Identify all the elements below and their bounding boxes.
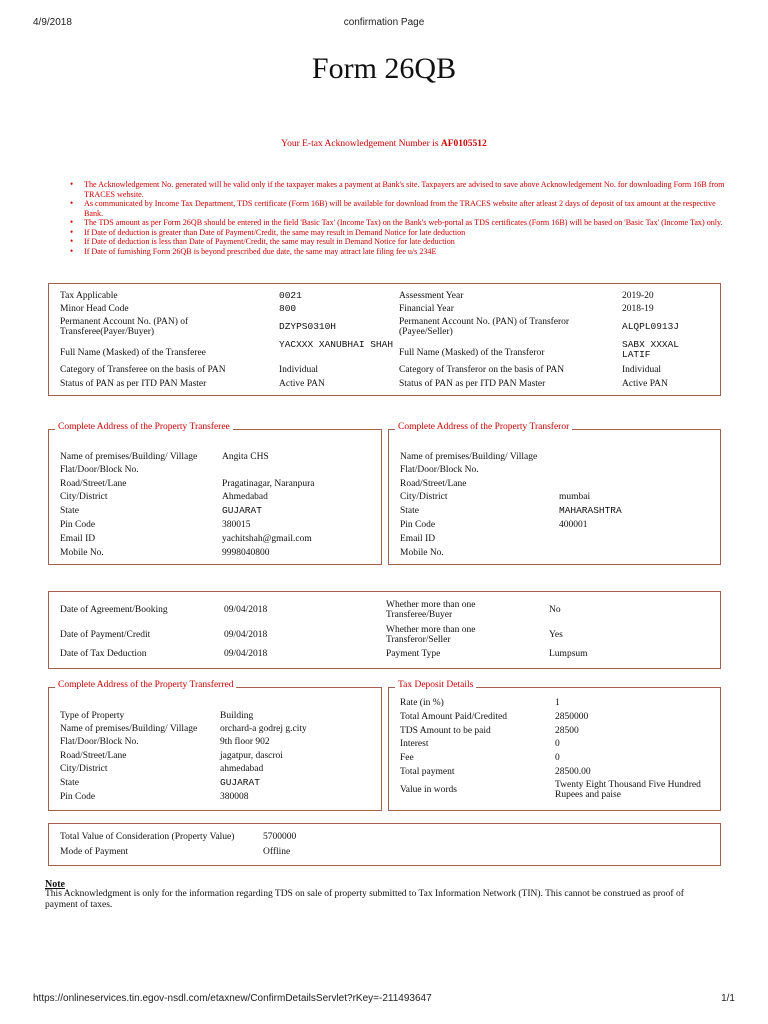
- multi-buyer-label: Whether more than one Transferee/Buyer: [386, 600, 476, 620]
- payment-type-label: Payment Type: [386, 649, 441, 659]
- transferee-flat-label: Flat/Door/Block No.: [60, 465, 139, 475]
- note-text: This Acknowledgment is only for the information regarding TDS on sale of property submitted to Tax Information Network (TIN). This cannot be construed as proof of payment of taxes.: [45, 889, 684, 910]
- value-in-words-value: Twenty Eight Thousand Five Hundred Rupees and paise: [555, 780, 701, 800]
- payment-date-value: 09/04/2018: [224, 630, 268, 640]
- page-number: 1/1: [721, 993, 735, 1004]
- page-url: https://onlineservices.tin.egov-nsdl.com/etaxnew/ConfirmDetailsServlet?rKey=-211493647: [33, 993, 432, 1004]
- transferee-city-value: Ahmedabad: [222, 492, 268, 502]
- note-heading: Note: [45, 879, 65, 890]
- transferor-road-label: Road/Street/Lane: [400, 479, 467, 489]
- status-transferor-value: Active PAN: [622, 379, 668, 389]
- property-state-label: State: [60, 778, 79, 788]
- tds-amount-label: TDS Amount to be paid: [400, 726, 491, 736]
- summary-box: [48, 283, 721, 396]
- financial-year-label: Financial Year: [399, 304, 454, 314]
- fee-value: 0: [555, 753, 560, 763]
- agreement-date-value: 09/04/2018: [224, 605, 268, 615]
- transferor-city-label: City/District: [400, 492, 448, 502]
- deduction-date-label: Date of Tax Deduction: [60, 649, 147, 659]
- transferor-city-value: mumbai: [559, 492, 591, 502]
- value-in-words-label: Value in words: [400, 785, 457, 795]
- transferor-mobile-label: Mobile No.: [400, 548, 444, 558]
- transferor-pin-label: Pin Code: [400, 520, 436, 530]
- tds-amount-value: 28500: [555, 726, 579, 736]
- multi-buyer-value: No: [549, 605, 561, 615]
- tax-applicable-value: 0021: [279, 290, 302, 301]
- transferee-email-value: yachitshah@gmail.com: [222, 534, 312, 544]
- property-city-label: City/District: [60, 764, 108, 774]
- multi-seller-value: Yes: [549, 630, 563, 640]
- assessment-year-label: Assessment Year: [399, 291, 464, 301]
- property-flat-label: Flat/Door/Block No.: [60, 737, 139, 747]
- total-payment-value: 28500.00: [555, 767, 591, 777]
- property-flat-value: 9th floor 902: [220, 737, 270, 747]
- transferee-email-label: Email ID: [60, 534, 96, 544]
- financial-year-value: 2018-19: [622, 304, 654, 314]
- interest-value: 0: [555, 739, 560, 749]
- instruction-item: • If Date of deduction is greater than Date of Payment/Credit, the same may result in Demand Notice for late deduction: [70, 228, 730, 238]
- status-transferee-value: Active PAN: [279, 379, 325, 389]
- name-transferee-value: YACXXX XANUBHAI SHAH: [279, 339, 394, 350]
- transferee-premises-label: Name of premises/Building/ Village: [60, 452, 198, 462]
- transferee-pin-value: 380015: [222, 520, 251, 530]
- instruction-item: • The TDS amount as per Form 26QB should be entered in the field 'Basic Tax' (Income Tax) on the Bank's web-portal as TDS certificates (Form 16B) will be based on 'Basic Tax' (Income Tax) only.: [70, 218, 730, 228]
- transferee-address-legend: Complete Address of the Property Transferee: [55, 422, 233, 432]
- total-paid-value: 2850000: [555, 712, 589, 722]
- interest-label: Interest: [400, 739, 429, 749]
- minor-head-value: 800: [279, 303, 297, 314]
- transferor-email-label: Email ID: [400, 534, 436, 544]
- print-header: [33, 17, 735, 31]
- property-pin-value: 380008: [220, 792, 249, 802]
- payment-type-value: Lumpsum: [549, 649, 588, 659]
- pan-transferee-value: DZYPS0310H: [279, 321, 337, 332]
- name-transferor-label: Full Name (Masked) of the Transferor: [399, 348, 545, 358]
- name-transferor-value: SABX XXXAL LATIF: [622, 339, 680, 360]
- total-paid-label: Total Amount Paid/Credited: [400, 712, 507, 722]
- print-page-title: confirmation Page: [343, 17, 425, 28]
- transferor-state-value: MAHARASHTRA: [559, 505, 622, 516]
- name-transferee-label: Full Name (Masked) of the Transferee: [60, 348, 206, 358]
- property-state-value: GUJARAT: [220, 777, 260, 788]
- acknowledgement-line: [0, 139, 768, 149]
- ack-number: AF0105512: [440, 139, 487, 149]
- pan-transferor-value: ALQPL0913J: [622, 321, 680, 332]
- transferee-address-box: [48, 422, 382, 565]
- transferor-address-box: [388, 422, 721, 565]
- property-type-label: Type of Property: [60, 711, 125, 721]
- total-payment-label: Total payment: [400, 767, 455, 777]
- instruction-item: • If Date of furnishing Form 26QB is beyond prescribed due date, the same may attract late filing fee u/s 234E: [70, 247, 730, 257]
- payment-mode-value: Offline: [263, 847, 291, 857]
- transferee-premises-value: Angita CHS: [222, 452, 269, 462]
- instruction-item: • The Acknowledgement No. generated will be valid only if the taxpayer makes a payment at Bank's site. Taxpayers are advised to save above Acknowledgement No. for downloading Form 16B from TRACES website.: [70, 180, 730, 199]
- assessment-year-value: 2019-20: [622, 291, 654, 301]
- category-transferee-value: Individual: [279, 365, 319, 375]
- minor-head-label: Minor Head Code: [60, 304, 129, 314]
- rate-value: 1: [555, 698, 560, 708]
- transferee-city-label: City/District: [60, 492, 108, 502]
- property-type-value: Building: [220, 711, 254, 721]
- instruction-list: [70, 180, 730, 256]
- status-transferor-label: Status of PAN as per ITD PAN Master: [399, 379, 546, 389]
- transferee-state-value: GUJARAT: [222, 505, 262, 516]
- property-city-value: ahmedabad: [220, 764, 264, 774]
- property-premises-value: orchard-a godrej g.city: [220, 724, 307, 734]
- transferee-mobile-label: Mobile No.: [60, 548, 104, 558]
- form-title: Form 26QB: [311, 52, 457, 85]
- pan-transferee-label: Permanent Account No. (PAN) of Transferee(Payer/Buyer): [60, 317, 189, 337]
- property-pin-label: Pin Code: [60, 792, 96, 802]
- multi-seller-label: Whether more than one Transferor/Seller: [386, 625, 476, 645]
- instruction-item: • If Date of deduction is less than Date of Payment/Credit, the same may result in Demand Notice for late deduction: [70, 237, 730, 247]
- tax-deposit-legend: Tax Deposit Details: [395, 680, 476, 690]
- consideration-box: [48, 823, 721, 866]
- transferor-premises-label: Name of premises/Building/ Village: [400, 452, 538, 462]
- category-transferor-label: Category of Transferor on the basis of PAN: [399, 365, 565, 375]
- property-premises-label: Name of premises/Building/ Village: [60, 724, 198, 734]
- transaction-dates-box: [48, 591, 721, 669]
- transferor-flat-label: Flat/Door/Block No.: [400, 465, 479, 475]
- transferee-state-label: State: [60, 506, 79, 516]
- instruction-item: • As communicated by Income Tax Department, TDS certificate (Form 16B) will be available for download from the TRACES website after atleast 2 days of deposit of tax amount at the respective Bank.: [70, 199, 730, 218]
- transferor-address-legend: Complete Address of the Property Transferor: [395, 422, 572, 432]
- consideration-value: 5700000: [263, 832, 297, 842]
- payment-mode-label: Mode of Payment: [60, 847, 129, 857]
- category-transferee-label: Category of Transferee on the basis of PAN: [60, 365, 226, 375]
- property-address-box: [48, 680, 382, 811]
- tax-applicable-label: Tax Applicable: [60, 291, 118, 301]
- transferee-road-label: Road/Street/Lane: [60, 479, 127, 489]
- consideration-value-label: Total Value of Consideration (Property Value): [60, 832, 235, 842]
- deduction-date-value: 09/04/2018: [224, 649, 268, 659]
- fee-label: Fee: [400, 753, 414, 763]
- property-road-label: Road/Street/Lane: [60, 751, 127, 761]
- transferor-state-label: State: [400, 506, 419, 516]
- transferee-pin-label: Pin Code: [60, 520, 96, 530]
- transferee-mobile-value: 9998040800: [222, 548, 270, 558]
- property-address-legend: Complete Address of the Property Transferred: [55, 680, 236, 690]
- print-date: 4/9/2018: [33, 17, 72, 28]
- agreement-date-label: Date of Agreement/Booking: [60, 605, 168, 615]
- category-transferor-value: Individual: [622, 365, 662, 375]
- ack-label: Your E-tax Acknowledgement Number is: [281, 139, 441, 149]
- transferor-pin-value: 400001: [559, 520, 588, 530]
- pan-transferor-label: Permanent Account No. (PAN) of Transferor (Payee/Seller): [399, 317, 570, 337]
- print-footer: [33, 993, 735, 1007]
- status-transferee-label: Status of PAN as per ITD PAN Master: [60, 379, 207, 389]
- rate-label: Rate (in %): [400, 698, 444, 708]
- payment-date-label: Date of Payment/Credit: [60, 630, 151, 640]
- property-road-value: jagatpur, dascroi: [220, 751, 283, 761]
- transferee-road-value: Pragatinagar, Naranpura: [222, 479, 315, 489]
- tax-deposit-box: [388, 680, 721, 811]
